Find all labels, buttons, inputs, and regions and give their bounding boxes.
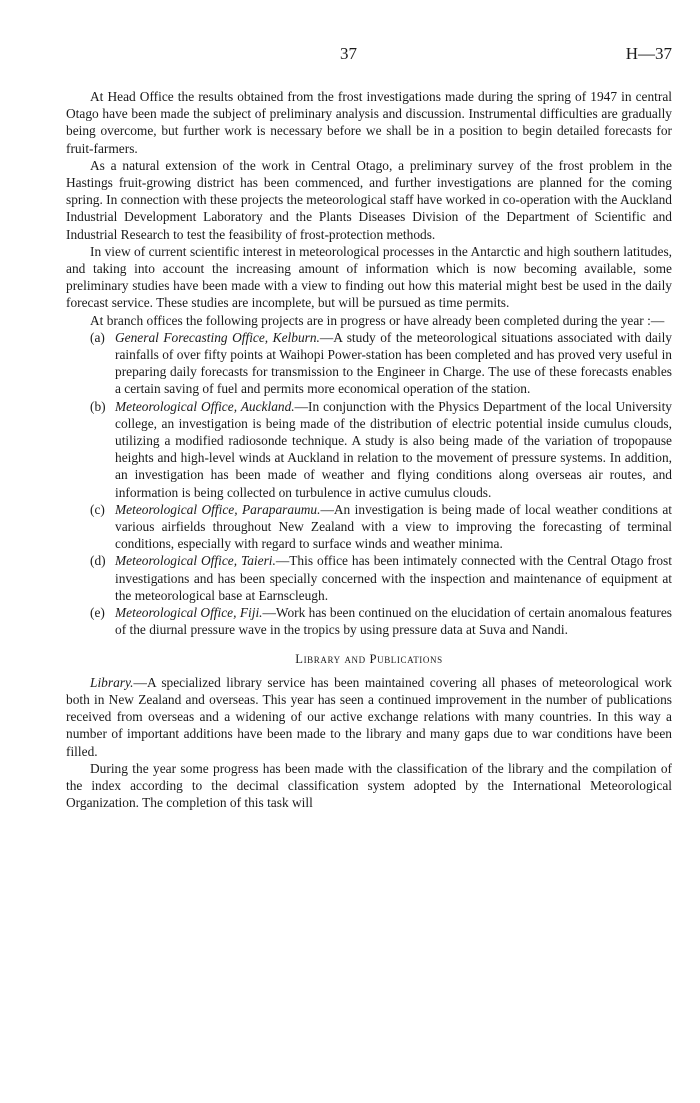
item-text: —Work has been continued on the elucidation of certain anomalous features of the diurnal pressure wave in the tropics by using pressure data at Suva and Nandi.: [115, 605, 672, 638]
item-label: (d): [90, 553, 106, 569]
paragraph-branch-intro: At branch offices the following projects are in progress or have already been completed during the year :—: [90, 312, 665, 328]
document-reference: H—37: [625, 44, 672, 63]
item-office: General Forecasting Office, Kelburn.: [115, 329, 320, 345]
paragraph-classification: During the year some progress has been made with the classification of the library and the compilation of the index according to the decimal classification system adopted by the International Meteorological Organization. The completion of this task will: [66, 760, 672, 811]
paragraph-frost-results: At Head Office the results obtained from the frost investigations made during the spring of 1947 in central Otago have been made the subject of preliminary analysis and discussion. Instrumental difficulties are gradually being overcome, but further work is necessary before we shall be in a position to begin detailed forecasts for fruit-farmers.: [66, 89, 672, 156]
item-office: Meteorological Office, Taieri.: [115, 553, 276, 569]
paragraph-antarctic-studies: In view of current scientific interest in meteorological processes in the Antarctic and high southern latitudes, and taking into account the increasing amount of information which is now becoming available, some preliminary studies have been made with a view to finding out how this material might best be used in the daily forecast service. These studies are incomplete, but will be pursued as time permits.: [66, 243, 672, 311]
list-item-paraparaumu: [66, 501, 672, 553]
list-item-kelburn: [66, 329, 672, 398]
paragraph-text: —A specialized library service has been maintained covering all phases of meteorological work both in New Zealand and overseas. This year has seen a continued improvement in the number of publications received from overseas and a widening of our active exchange relations with many countries. In this way a number of important additions have been made to the library and many gaps due to war conditions have been filled.: [66, 674, 672, 759]
item-label: (c): [90, 501, 105, 517]
item-text: —An investigation is being made of local weather conditions at various airfields throughout New Zealand with a view to improving the forecasting of terminal conditions, especially with regard to surface winds and weather minima.: [115, 501, 673, 552]
item-text: —This office has been intimately connected with the Central Otago frost investigations and has been specially concerned with the inspection and maintenance of equipment at the meteorological base at Earnscleugh.: [115, 553, 672, 603]
item-office: Meteorological Office, Paraparaumu.: [115, 501, 321, 517]
section-heading: Library and Publications: [295, 651, 443, 666]
page-body: [66, 88, 672, 811]
item-office: Meteorological Office, Fiji.: [115, 605, 263, 621]
item-text: —A study of the meteorological situations associated with daily rainfalls of over fifty points at Waihopi Power-station has been completed and has proved very useful in preparing daily forecasts for transmission to the Engineer in Charge. The use of these forecasts enables a certain saving of fuel and permits more economical operation of the station.: [115, 329, 672, 397]
list-item-fiji: [66, 604, 672, 638]
paragraph-library: [66, 674, 672, 760]
item-office: Meteorological Office, Auckland.: [115, 398, 295, 414]
item-label: (e): [90, 605, 105, 621]
paragraph-hastings-survey: As a natural extension of the work in Central Otago, a preliminary survey of the frost problem in the Hastings fruit-growing district has been commenced, and further investigations are planned for the coming spring. In connection with these projects the meteorological staff have worked in co-operation with the Auckland Industrial Development Laboratory and the Plants Diseases Division of the Department of Scientific and Industrial Research to test the feasibility of frost-protection methods.: [66, 157, 672, 242]
item-text: —In conjunction with the Physics Department of the local University college, an investigation is being made of the distribution of electric potential inside cumulus clouds, utilizing a modified radiosonde technique. A study is also being made of the variation of tropopause heights and high-level winds at Auckland in relation to the movement of pressure systems. In addition, an investigation has been made of weather and flying conditions along overseas air routes, and information is being collected on turbulence in active cumulus clouds.: [115, 398, 672, 500]
paragraph-lead: Library.: [90, 674, 134, 690]
list-item-taieri: [66, 552, 672, 604]
page-header: [66, 44, 672, 68]
list-item-auckland: [66, 398, 672, 501]
item-label: (a): [90, 329, 105, 345]
item-label: (b): [90, 398, 106, 414]
page-number: 37: [340, 44, 357, 63]
